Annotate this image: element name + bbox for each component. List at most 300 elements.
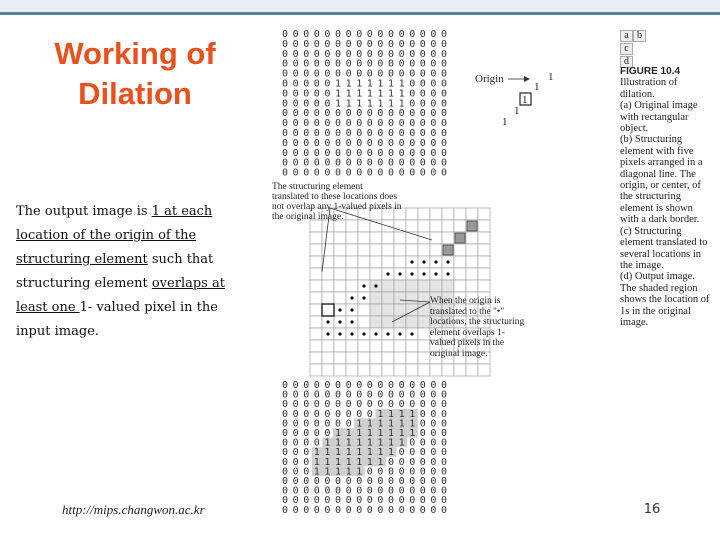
grid-cell	[310, 304, 322, 316]
body-text-part-3: such that structuring element	[16, 252, 214, 291]
matrix-cell: 0	[419, 147, 426, 159]
matrix-cell: 0	[409, 68, 416, 80]
grid-cell	[322, 352, 334, 364]
matrix-cell: 0	[356, 399, 363, 411]
matrix-cell: 0	[324, 29, 331, 40]
matrix-cell: 0	[335, 68, 342, 80]
matrix-cell: 0	[409, 157, 416, 169]
grid-cell	[466, 232, 478, 244]
matrix-cell: 0	[303, 167, 310, 179]
matrix-cell: 1	[366, 418, 373, 430]
matrix-cell: 0	[292, 48, 299, 60]
matrix-cell: 0	[313, 48, 320, 60]
matrix-cell: 0	[441, 137, 448, 149]
body-text-part-2: 1 at each location of the origin of the structuring element	[16, 204, 213, 267]
matrix-cell: 0	[430, 29, 437, 40]
matrix-cell: 0	[388, 38, 395, 50]
matrix-cell: 0	[282, 108, 289, 120]
matrix-cell: 1	[366, 78, 373, 90]
matrix-cell: 1	[345, 428, 352, 439]
matrix-cell: 0	[430, 167, 437, 179]
matrix-cell: 0	[409, 29, 416, 40]
grid-cell	[322, 244, 334, 256]
matrix-cell: 0	[398, 389, 405, 401]
matrix-cell: 0	[388, 389, 395, 401]
matrix-cell: 0	[313, 29, 320, 40]
matrix-cell: 0	[377, 128, 384, 139]
matrix-cell: 0	[441, 58, 448, 70]
overlap-dot	[446, 260, 449, 263]
overlap-dot	[374, 332, 377, 335]
matrix-cell: 0	[430, 147, 437, 159]
grid-cell	[454, 220, 466, 232]
matrix-cell: 0	[303, 380, 310, 391]
matrix-cell: 0	[313, 418, 320, 430]
grid-cell	[418, 352, 430, 364]
matrix-cell: 0	[303, 476, 310, 487]
matrix-cell: 0	[356, 380, 363, 391]
matrix-cell: 0	[356, 147, 363, 159]
slide-title: Working of Dilation	[54, 36, 216, 111]
matrix-cell: 1	[388, 428, 395, 439]
matrix-cell: 0	[409, 504, 416, 516]
matrix-cell: 0	[335, 167, 342, 179]
matrix-cell: 0	[282, 147, 289, 159]
matrix-cell: 1	[356, 78, 363, 90]
matrix-cell: 0	[282, 476, 289, 487]
matrix-cell: 0	[441, 485, 448, 497]
grid-cell	[310, 328, 322, 340]
grid-cell	[418, 232, 430, 244]
matrix-cell: 0	[366, 29, 373, 40]
matrix-cell: 0	[282, 380, 289, 391]
matrix-cell: 0	[324, 68, 331, 80]
grid-cell	[430, 280, 442, 292]
matrix-cell: 0	[366, 108, 373, 120]
grid-cell	[418, 364, 430, 376]
grid-cell	[382, 352, 394, 364]
matrix-cell: 0	[377, 504, 384, 516]
matrix-cell: 0	[441, 167, 448, 179]
matrix-cell: 0	[388, 29, 395, 40]
matrix-cell: 0	[441, 447, 448, 459]
matrix-cell: 0	[292, 137, 299, 149]
grid-cell	[466, 268, 478, 280]
matrix-cell: 0	[303, 147, 310, 159]
grid-cell	[322, 280, 334, 292]
overlap-dot	[446, 272, 449, 275]
matrix-cell: 0	[366, 466, 373, 478]
matrix-cell: 1	[398, 437, 405, 449]
matrix-cell: 0	[441, 118, 448, 130]
matrix-cell: 0	[388, 137, 395, 149]
matrix-cell: 0	[292, 476, 299, 487]
grid-cell	[418, 316, 430, 328]
matrix-cell: 0	[345, 418, 352, 430]
matrix-cell: 0	[292, 418, 299, 430]
matrix-cell: 0	[356, 495, 363, 507]
matrix-cell: 0	[398, 466, 405, 478]
matrix-cell: 0	[441, 495, 448, 507]
matrix-cell: 0	[292, 437, 299, 449]
figure-caption	[620, 66, 710, 328]
grid-cell	[346, 340, 358, 352]
matrix-cell: 0	[292, 380, 299, 391]
grid-cell	[358, 304, 370, 316]
grid-cell	[394, 340, 406, 352]
matrix-cell: 0	[366, 167, 373, 179]
overlap-dot	[374, 284, 377, 287]
matrix-cell: 0	[409, 137, 416, 149]
grid-cell	[346, 364, 358, 376]
matrix-cell: 0	[292, 485, 299, 497]
matrix-cell: 0	[324, 495, 331, 507]
matrix-cell: 0	[419, 88, 426, 100]
matrix-cell: 0	[324, 88, 331, 100]
matrix-cell: 1	[335, 428, 342, 439]
matrix-cell: 0	[324, 389, 331, 401]
matrix-cell: 0	[345, 495, 352, 507]
matrix-cell: 0	[324, 157, 331, 169]
grid-cell	[370, 292, 382, 304]
matrix-cell: 0	[419, 128, 426, 139]
matrix-cell: 0	[282, 38, 289, 50]
matrix-cell: 0	[388, 157, 395, 169]
matrix-cell: 0	[345, 167, 352, 179]
matrix-cell: 0	[419, 437, 426, 449]
structuring-element	[475, 71, 554, 128]
matrix-cell: 0	[398, 485, 405, 497]
matrix-cell: 0	[356, 29, 363, 40]
matrix-cell: 0	[292, 128, 299, 139]
matrix-cell: 0	[313, 485, 320, 497]
grid-cell	[394, 292, 406, 304]
matrix-cell: 0	[377, 476, 384, 487]
matrix-cell: 0	[345, 108, 352, 120]
matrix-cell: 0	[419, 38, 426, 50]
matrix-cell: 0	[366, 118, 373, 130]
matrix-cell: 0	[356, 58, 363, 70]
matrix-cell: 0	[303, 58, 310, 70]
matrix-cell: 0	[292, 447, 299, 459]
matrix-cell: 0	[282, 447, 289, 459]
grid-cell	[346, 268, 358, 280]
matrix-cell: 0	[292, 78, 299, 90]
matrix-cell: 1	[398, 88, 405, 100]
matrix-cell: 0	[282, 78, 289, 90]
grid-cell	[418, 340, 430, 352]
matrix-cell: 0	[398, 495, 405, 507]
matrix-cell: 0	[345, 29, 352, 40]
matrix-cell: 1	[377, 418, 384, 430]
matrix-cell: 0	[441, 399, 448, 411]
grid-cell	[454, 244, 466, 256]
overlap-dot	[410, 260, 413, 263]
matrix-cell: 1	[366, 98, 373, 110]
matrix-cell: 0	[324, 476, 331, 487]
matrix-cell: 1	[366, 437, 373, 449]
matrix-cell: 0	[388, 167, 395, 179]
matrix-cell: 0	[419, 108, 426, 120]
matrix-cell: 0	[419, 167, 426, 179]
panel-label-c: c	[620, 43, 633, 55]
matrix-cell: 0	[409, 128, 416, 139]
matrix-cell: 0	[345, 118, 352, 130]
grid-cell	[322, 268, 334, 280]
matrix-cell: 0	[388, 68, 395, 80]
matrix-cell: 0	[430, 408, 437, 420]
matrix-cell: 1	[345, 466, 352, 478]
origin-label: Origin	[475, 73, 504, 85]
matrix-cell: 0	[282, 118, 289, 130]
matrix-cell: 0	[419, 98, 426, 110]
matrix-cell: 1	[398, 418, 405, 430]
grid-cell	[334, 340, 346, 352]
grid-cell	[370, 316, 382, 328]
matrix-cell: 0	[419, 399, 426, 411]
matrix-cell: 0	[345, 147, 352, 159]
matrix-cell: 0	[292, 29, 299, 40]
matrix-cell: 0	[303, 504, 310, 516]
overlap-dot	[338, 320, 341, 323]
matrix-cell: 1	[356, 418, 363, 430]
matrix-cell: 0	[313, 88, 320, 100]
matrix-cell: 0	[419, 118, 426, 130]
matrix-cell: 0	[419, 495, 426, 507]
matrix-cell: 0	[313, 147, 320, 159]
matrix-cell: 0	[313, 504, 320, 516]
matrix-cell: 0	[430, 495, 437, 507]
matrix-cell: 0	[430, 98, 437, 110]
matrix-cell: 0	[398, 167, 405, 179]
matrix-cell: 0	[441, 466, 448, 478]
grid-cell	[430, 208, 442, 220]
matrix-cell: 0	[324, 78, 331, 90]
grid-cell	[370, 304, 382, 316]
matrix-cell: 1	[409, 428, 416, 439]
matrix-cell: 0	[335, 128, 342, 139]
grid-cell	[478, 244, 490, 256]
matrix-cell: 0	[430, 380, 437, 391]
matrix-cell: 0	[366, 157, 373, 169]
matrix-cell: 1	[366, 456, 373, 468]
grid-cell	[370, 340, 382, 352]
matrix-cell: 0	[377, 167, 384, 179]
matrix-cell: 0	[292, 68, 299, 80]
grid-cell	[406, 220, 418, 232]
grid-cell	[418, 304, 430, 316]
matrix-cell: 0	[398, 157, 405, 169]
matrix-cell: 0	[430, 418, 437, 430]
matrix-cell: 0	[303, 389, 310, 401]
grid-cell	[430, 364, 442, 376]
grid-cell	[346, 352, 358, 364]
matrix-cell: 0	[356, 38, 363, 50]
matrix-cell: 0	[430, 456, 437, 468]
matrix-cell: 1	[313, 466, 320, 478]
matrix-cell: 0	[292, 466, 299, 478]
matrix-cell: 0	[398, 137, 405, 149]
matrix-cell: 0	[430, 437, 437, 449]
translated-se-cell	[455, 233, 465, 243]
matrix-cell: 0	[377, 380, 384, 391]
top-accent-bar	[0, 0, 720, 15]
matrix-cell: 0	[398, 29, 405, 40]
matrix-cell: 0	[313, 68, 320, 80]
panel-label-a: a	[620, 30, 633, 42]
matrix-cell: 0	[303, 157, 310, 169]
matrix-cell: 0	[356, 167, 363, 179]
grid-cell	[442, 232, 454, 244]
matrix-cell: 0	[356, 137, 363, 149]
overlap-dot	[350, 308, 353, 311]
matrix-cell: 0	[441, 408, 448, 420]
matrix-cell: 0	[356, 157, 363, 169]
matrix-cell: 0	[419, 68, 426, 80]
matrix-cell: 0	[282, 456, 289, 468]
matrix-cell: 0	[419, 408, 426, 420]
caption-line: (a) Original image with rectangular object.	[620, 100, 698, 135]
overlap-dot	[398, 272, 401, 275]
matrix-cell: 0	[430, 466, 437, 478]
matrix-cell: 0	[419, 157, 426, 169]
grid-cell	[478, 256, 490, 268]
matrix-cell: 0	[409, 108, 416, 120]
matrix-cell: 0	[303, 495, 310, 507]
matrix-cell: 0	[282, 428, 289, 439]
matrix-cell: 0	[430, 128, 437, 139]
matrix-cell: 0	[409, 38, 416, 50]
matrix-cell: 0	[388, 466, 395, 478]
matrix-cell: 0	[398, 108, 405, 120]
matrix-cell: 1	[398, 98, 405, 110]
matrix-cell: 0	[388, 456, 395, 468]
grid-cell	[478, 220, 490, 232]
grid-cell	[442, 280, 454, 292]
matrix-cell: 0	[377, 137, 384, 149]
grid-cell	[370, 244, 382, 256]
matrix-cell: 0	[430, 504, 437, 516]
grid-cell	[310, 364, 322, 376]
overlap-dot	[422, 260, 425, 263]
grid-cell	[406, 340, 418, 352]
grid-cell	[406, 208, 418, 220]
matrix-cell: 0	[441, 29, 448, 40]
grid-cell	[454, 364, 466, 376]
grid-cell	[358, 364, 370, 376]
grid-cell	[454, 280, 466, 292]
matrix-cell: 1	[377, 98, 384, 110]
matrix-cell: 0	[409, 147, 416, 159]
matrix-cell: 0	[345, 68, 352, 80]
footer-url: http://mips.changwon.ac.kr	[62, 502, 205, 517]
matrix-cell: 0	[441, 78, 448, 90]
matrix-cell: 0	[366, 48, 373, 60]
matrix-cell: 0	[324, 380, 331, 391]
grid-cell	[334, 364, 346, 376]
matrix-cell: 1	[377, 456, 384, 468]
grid-cell	[406, 364, 418, 376]
grid-cell	[454, 208, 466, 220]
matrix-cell: 0	[313, 380, 320, 391]
matrix-cell: 1	[335, 437, 342, 449]
grid-cell	[334, 232, 346, 244]
matrix-cell: 0	[441, 418, 448, 430]
matrix-cell: 1	[345, 78, 352, 90]
matrix-cell: 0	[303, 485, 310, 497]
grid-cell	[334, 280, 346, 292]
matrix-cell: 0	[292, 58, 299, 70]
matrix-cell: 0	[409, 167, 416, 179]
matrix-cell: 0	[419, 29, 426, 40]
matrix-cell: 0	[335, 476, 342, 487]
matrix-cell: 0	[282, 128, 289, 139]
matrix-cell: 0	[356, 408, 363, 420]
matrix-cell: 0	[303, 118, 310, 130]
matrix-cell: 0	[409, 88, 416, 100]
matrix-cell: 1	[324, 456, 331, 468]
matrix-cell: 0	[409, 476, 416, 487]
matrix-cell: 1	[398, 408, 405, 420]
grid-cell	[466, 364, 478, 376]
overlap-dot	[338, 308, 341, 311]
panel-labels	[620, 30, 646, 69]
se-value-4: 1	[514, 105, 520, 117]
matrix-cell: 0	[335, 29, 342, 40]
matrix-cell: 0	[303, 38, 310, 50]
matrix-cell: 0	[356, 128, 363, 139]
matrix-cell: 0	[409, 399, 416, 411]
matrix-cell: 0	[441, 108, 448, 120]
grid-cell	[394, 304, 406, 316]
matrix-cell: 0	[313, 408, 320, 420]
matrix-cell: 1	[345, 456, 352, 468]
grid-cell	[478, 232, 490, 244]
matrix-cell: 0	[398, 447, 405, 459]
matrix-cell: 0	[398, 380, 405, 391]
grid-cell	[394, 232, 406, 244]
grid-cell	[322, 292, 334, 304]
grid-cell	[370, 268, 382, 280]
matrix-cell: 0	[292, 389, 299, 401]
matrix-cell: 0	[366, 380, 373, 391]
matrix-cell: 0	[430, 389, 437, 401]
grid-cell	[310, 244, 322, 256]
matrix-cell: 1	[388, 437, 395, 449]
matrix-cell: 0	[388, 48, 395, 60]
matrix-cell: 1	[377, 88, 384, 100]
matrix-cell: 0	[313, 399, 320, 411]
grid-cell	[346, 232, 358, 244]
matrix-cell: 0	[388, 147, 395, 159]
matrix-cell: 0	[313, 495, 320, 507]
matrix-cell: 0	[303, 466, 310, 478]
grid-cell	[370, 364, 382, 376]
matrix-cell: 0	[324, 408, 331, 420]
grid-cell	[442, 208, 454, 220]
matrix-cell: 0	[430, 476, 437, 487]
matrix-cell: 1	[388, 78, 395, 90]
matrix-cell: 1	[324, 466, 331, 478]
grid-cell	[310, 232, 322, 244]
grid-cell	[334, 256, 346, 268]
matrix-cell: 0	[398, 128, 405, 139]
matrix-cell: 0	[366, 137, 373, 149]
grid-cell	[406, 352, 418, 364]
matrix-cell: 0	[441, 147, 448, 159]
grid-cell	[442, 220, 454, 232]
matrix-cell: 0	[398, 504, 405, 516]
